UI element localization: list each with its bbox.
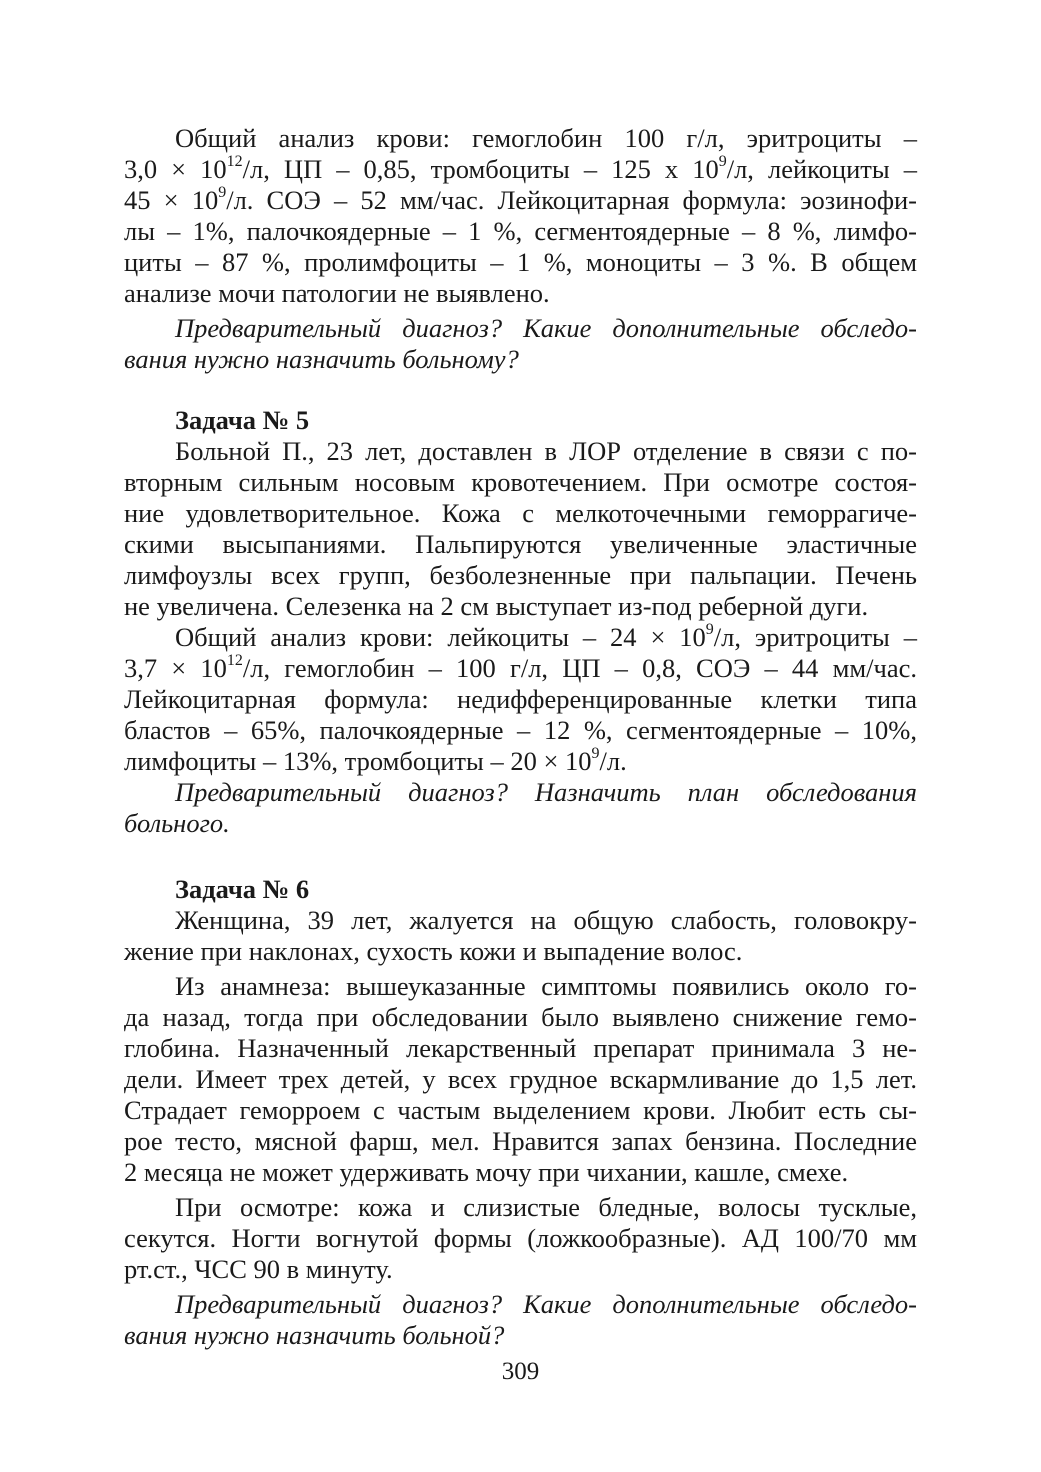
question-line: Предварительный диагноз? Какие дополнительные обследо-: [175, 1289, 917, 1319]
text-line: рт.ст., ЧСС 90 в минуту.: [124, 1254, 393, 1284]
task-6-section: [124, 874, 917, 1351]
text-line: секутся. Ногти вогнутой формы (ложкообразные). АД 100/70 мм: [124, 1223, 917, 1253]
text-line: да назад, тогда при обследовании было выявлено снижение гемо-: [124, 1002, 917, 1032]
task-5-section: [124, 405, 917, 839]
task-5-title: Задача № 5: [175, 405, 310, 435]
text-line: $3,7 \times 10^{12}/л$, гемоглобин – 100 г/л, ЦП – 0,8, СОЭ – 44 мм/час.: [124, 652, 917, 683]
text-line: лы – 1%, палочкоядерные – 1 %, сегментоядерные – 8 %, лимфо-: [124, 216, 917, 246]
text-line: анализе мочи патологии не выявлено.: [124, 278, 550, 308]
question-line: вания нужно назначить больной?: [124, 1320, 505, 1350]
text-line: ние удовлетворительное. Кожа с мелкоточечными геморрагиче-: [124, 498, 917, 528]
task-6-title: Задача № 6: [175, 874, 310, 904]
text-line: Больной П., 23 лет, доставлен в ЛОР отделение в связи с по-: [175, 436, 917, 466]
question-line: больного.: [124, 808, 230, 838]
text-line: $45 \times 10^9/л$. СОЭ – 52 мм/час. Лейкоцитарная формула: эозинофи-: [124, 184, 917, 215]
text-line: Лейкоцитарная формула: недифференцированные клетки типа: [124, 684, 917, 714]
text-line: лимфоузлы всех групп, безболезненные при пальпации. Печень: [124, 560, 917, 590]
question-line: Предварительный диагноз? Какие дополнительные обследо-: [175, 313, 917, 343]
text-line: Страдает геморроем с частым выделением крови. Любит есть сы-: [124, 1095, 917, 1125]
text-line: бластов – 65%, палочкоядерные – 12 %, сегментоядерные – 10%,: [124, 715, 917, 745]
text-line: вторным сильным носовым кровотечением. При осмотре состоя-: [124, 467, 917, 497]
text-line: Общий анализ крови: лейкоциты – $24 \times 10^9/л$, эритроциты –: [175, 621, 918, 652]
text-line: скими высыпаниями. Пальпируются увеличенные эластичные: [124, 529, 917, 559]
page-number: 309: [501, 1358, 540, 1385]
text-line: циты – 87 %, пролимфоциты – 1 %, моноциты – 3 %. В общем: [124, 247, 917, 277]
text-line: Из анамнеза: вышеуказанные симптомы появились около го-: [175, 971, 917, 1001]
text-line: Общий анализ крови: гемоглобин 100 г/л, эритроциты –: [175, 123, 917, 153]
text-line: дели. Имеет трех детей, у всех грудное вскармливание до 1,5 лет.: [124, 1064, 917, 1094]
lab-results-paragraph: [124, 123, 917, 309]
question-line: вания нужно назначить больному?: [124, 344, 519, 374]
text-line: $3,0 \times 10^{12}/л$, ЦП – 0,85, тромбоциты – 125 х $10^9/л$, лейкоциты –: [124, 153, 917, 184]
question-paragraph: [124, 313, 917, 375]
text-line: жение при наклонах, сухость кожи и выпадение волос.: [124, 936, 743, 966]
text-line: 2 месяца не может удерживать мочу при чихании, кашле, смехе.: [124, 1157, 849, 1187]
text-line: глобина. Назначенный лекарственный препарат принимала 3 не-: [124, 1033, 917, 1063]
question-line: Предварительный диагноз? Назначить план обследования: [175, 777, 917, 807]
text-line: Женщина, 39 лет, жалуется на общую слабость, головокру-: [175, 905, 917, 935]
text-line: лимфоциты – 13%, тромбоциты – $20 \times 10^9/л$.: [124, 745, 627, 776]
text-line: рое тесто, мясной фарш, мел. Нравится запах бензина. Последние: [124, 1126, 917, 1156]
text-line: не увеличена. Селезенка на 2 см выступает из-под реберной дуги.: [124, 591, 869, 621]
text-line: При осмотре: кожа и слизистые бледные, волосы тусклые,: [175, 1192, 917, 1222]
